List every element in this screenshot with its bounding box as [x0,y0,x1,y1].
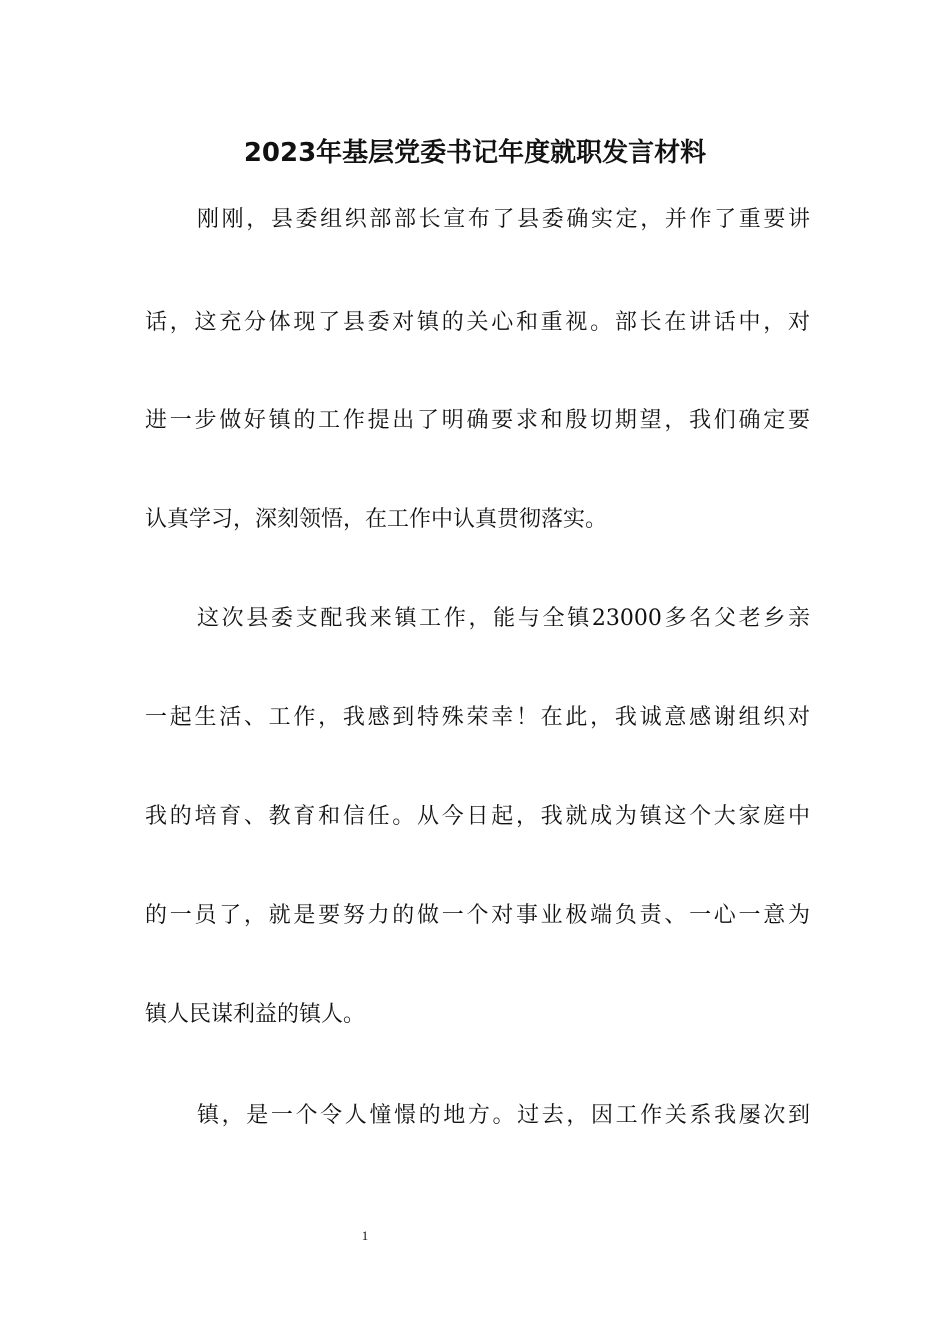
paragraph-3-line-1: 镇，是一个令人憧憬的地方。过去，因工作关系我屡次到 [197,1103,810,1128]
paragraph-1-line-4: 认真学习，深刻领悟，在工作中认真贯彻落实。 [145,507,608,532]
paragraph-2-line-5: 镇人民谋利益的镇人。 [145,1002,366,1027]
paragraph-1-line-1: 刚刚，县委组织部部长宣布了县委确实定，并作了重要讲 [197,207,810,232]
paragraph-2-line-1: 这次县委支配我来镇工作，能与全镇23000多名父老乡亲 [197,606,810,631]
paragraph-2-line-2: 一起生活、工作，我感到特殊荣幸！在此，我诚意感谢组织对 [145,705,810,730]
paragraph-1-line-3: 进一步做好镇的工作提出了明确要求和殷切期望，我们确定要 [145,408,810,433]
paragraph-1-line-2: 话，这充分体现了县委对镇的关心和重视。部长在讲话中，对 [145,310,810,335]
page-number: 1 [361,1228,369,1243]
paragraph-2-line-4: 的一员了，就是要努力的做一个对事业极端负责、一心一意为 [145,903,810,928]
paragraph-2-line-3: 我的培育、教育和信任。从今日起，我就成为镇这个大家庭中 [145,804,810,829]
document-title: 2023年基层党委书记年度就职发言材料 [243,138,707,168]
